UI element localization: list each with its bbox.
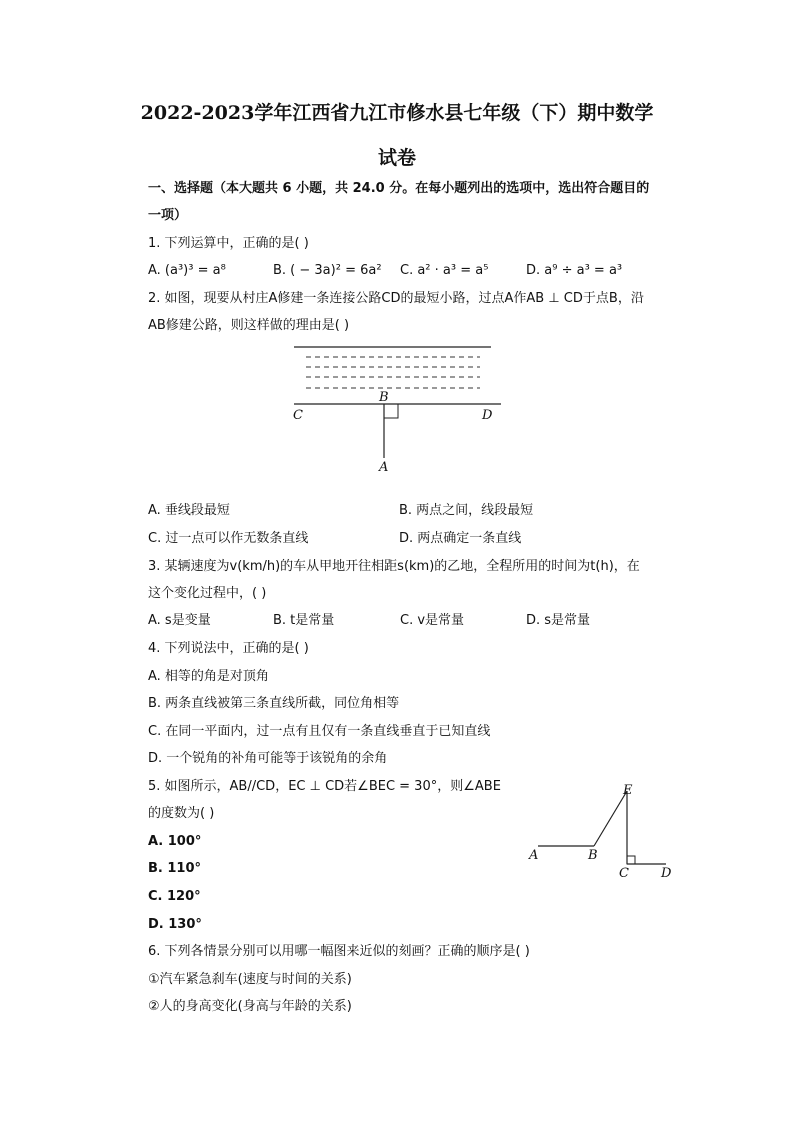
question-3-stem-cont: 这个变化过程中，( ) <box>148 586 267 601</box>
question-5-option-b: B. 110° <box>148 861 202 876</box>
question-3-option-d: D. s是常量 <box>526 613 591 628</box>
question-4-stem: 4. 下列说法中，正确的是( ) <box>148 641 309 656</box>
question-5-option-c: C. 120° <box>148 889 201 904</box>
label-b: B <box>379 390 389 405</box>
question-2-option-b: B. 两点之间，线段最短 <box>399 503 534 518</box>
question-2-stem: 2. 如图，现要从村庄A修建一条连接公路CD的最短小路，过点A作AB ⊥ CD于点B，沿 <box>148 291 644 306</box>
question-4-option-d: D. 一个锐角的补角可能等于该锐角的余角 <box>148 751 388 766</box>
question-1-option-b: B. ( − 3a)² = 6a² <box>273 263 382 278</box>
label-c: C <box>293 408 303 423</box>
section-heading: 一、选择题（本大题共 6 小题，共 24.0 分。在每小题列出的选项中，选出符合题目的 <box>148 181 650 196</box>
question-2-figure <box>280 340 510 480</box>
question-2-option-a: A. 垂线段最短 <box>148 503 230 518</box>
question-5-option-d: D. 130° <box>148 917 202 932</box>
question-4-option-a: A. 相等的角是对顶角 <box>148 669 269 684</box>
question-2-option-c: C. 过一点可以作无数条直线 <box>148 531 309 546</box>
label-a: A <box>379 460 389 475</box>
question-2-stem-cont: AB修建公路，则这样做的理由是( ) <box>148 318 350 333</box>
label-b: B <box>588 848 598 863</box>
question-6-item-2: ②人的身高变化(身高与年龄的关系) <box>148 999 352 1014</box>
question-5-stem-cont: 的度数为( ) <box>148 806 215 821</box>
label-d: D <box>482 408 493 423</box>
question-3-option-a: A. s是变量 <box>148 613 211 628</box>
question-5-option-a: A. 100° <box>148 834 202 849</box>
question-2-option-d: D. 两点确定一条直线 <box>399 531 522 546</box>
question-4-option-b: B. 两条直线被第三条直线所截，同位角相等 <box>148 696 400 711</box>
page-title: 2022-2023学年江西省九江市修水县七年级（下）期中数学 <box>140 102 654 124</box>
question-1-option-d: D. a⁹ ÷ a³ = a³ <box>526 263 623 278</box>
question-6-item-1: ①汽车紧急刹车(速度与时间的关系) <box>148 972 352 987</box>
question-5-stem: 5. 如图所示，AB//CD，EC ⊥ CD若∠BEC = 30°，则∠ABE <box>148 779 501 794</box>
label-e: E <box>623 783 633 798</box>
question-3-option-b: B. t是常量 <box>273 613 335 628</box>
question-6-stem: 6. 下列各情景分别可以用哪一幅图来近似的刻画？正确的顺序是( ) <box>148 944 530 959</box>
question-4-option-c: C. 在同一平面内，过一点有且仅有一条直线垂直于已知直线 <box>148 724 491 739</box>
label-d: D <box>661 866 672 881</box>
question-3-stem: 3. 某辆速度为v(km/h)的车从甲地开往相距s(km)的乙地，全程所用的时间为t(h)，在 <box>148 559 640 574</box>
question-1-stem: 1. 下列运算中，正确的是( ) <box>148 236 309 251</box>
question-1-option-c: C. a² · a³ = a⁵ <box>400 263 489 278</box>
label-c: C <box>619 866 629 881</box>
question-3-option-c: C. v是常量 <box>400 613 465 628</box>
section-heading-cont: 一项） <box>148 208 188 223</box>
page-title-line2: 试卷 <box>377 147 416 169</box>
label-a: A <box>529 848 539 863</box>
question-1-option-a: A. (a³)³ = a⁸ <box>148 263 226 278</box>
question-5-figure <box>520 778 680 883</box>
